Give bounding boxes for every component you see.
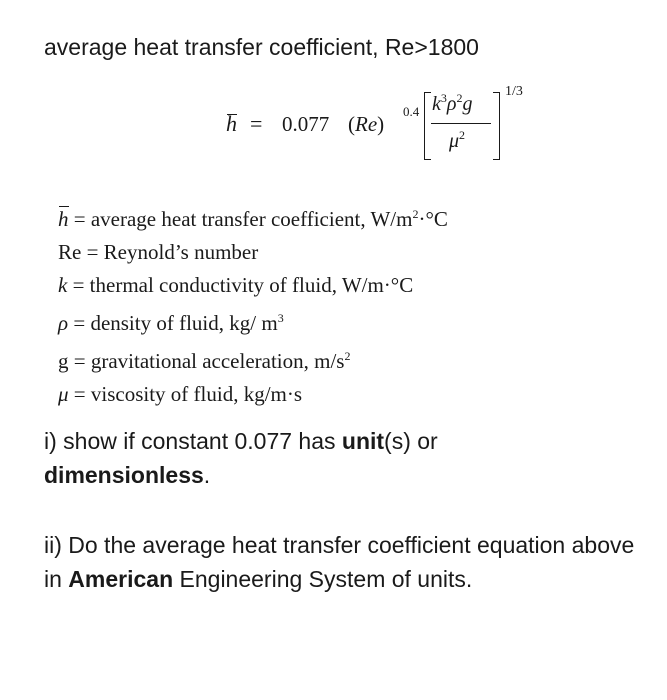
equation-re-exponent: 0.4 bbox=[403, 104, 420, 119]
definition-h bbox=[58, 198, 448, 236]
equation bbox=[226, 84, 556, 170]
definition-mu bbox=[58, 378, 448, 411]
definition-equals: = bbox=[68, 207, 91, 231]
definition-text: average heat transfer coefficient, W/m bbox=[90, 207, 413, 231]
question-1-bold-unit: unit bbox=[341, 428, 385, 454]
question-1-text-b: (s) or bbox=[384, 428, 438, 454]
question-1-text-c: . bbox=[203, 462, 211, 488]
question-1-bold-dimensionless: dimensionless bbox=[44, 462, 204, 488]
re-open-paren: ( bbox=[348, 112, 355, 136]
definition-sup: 3 bbox=[277, 311, 284, 325]
numerator-rho-exponent: 2 bbox=[456, 91, 463, 105]
definition-sup: 2 bbox=[412, 207, 419, 221]
question-2-bold-american: American bbox=[68, 566, 174, 592]
definition-text: Reynold’s number bbox=[103, 240, 259, 264]
re-close-paren: ) bbox=[377, 112, 385, 136]
numerator-rho: ρ bbox=[446, 93, 457, 115]
definition-k bbox=[58, 269, 448, 302]
equation-reynolds bbox=[348, 112, 384, 137]
definition-sup: 2 bbox=[344, 349, 351, 363]
question-1 bbox=[44, 424, 644, 492]
equation-outer-exponent: 1/3 bbox=[505, 84, 523, 99]
right-bracket bbox=[493, 92, 500, 160]
h-bar-symbol: h bbox=[226, 111, 237, 136]
definition-equals: = bbox=[67, 273, 90, 297]
equation-numerator bbox=[432, 91, 473, 116]
definition-symbol: g bbox=[58, 349, 69, 373]
left-bracket bbox=[424, 92, 431, 160]
definition-equals: = bbox=[81, 240, 104, 264]
definition-symbol: ρ bbox=[58, 311, 69, 335]
definition-tail: ·°C bbox=[418, 207, 448, 231]
denominator-mu: μ bbox=[449, 130, 460, 152]
definition-equals: = bbox=[68, 311, 91, 335]
definition-symbol: Re bbox=[58, 240, 82, 264]
definition-symbol: μ bbox=[58, 382, 69, 406]
numerator-k: k bbox=[432, 93, 441, 115]
definition-text: thermal conductivity of fluid, W/m·°C bbox=[89, 273, 414, 297]
definition-text: gravitational acceleration, m/s bbox=[90, 349, 345, 373]
denominator-mu-exponent: 2 bbox=[459, 128, 466, 142]
definition-g bbox=[58, 340, 448, 378]
definition-text: density of fluid, kg/ m bbox=[90, 311, 278, 335]
fraction-line bbox=[431, 123, 491, 124]
numerator-g: g bbox=[462, 93, 473, 115]
question-1-text-a: i) show if constant 0.077 has bbox=[44, 428, 342, 454]
definition-re bbox=[58, 236, 448, 269]
definition-equals: = bbox=[68, 349, 91, 373]
question-2-text-a: ii) Do the average heat transfer coefficient equation above in bbox=[44, 532, 635, 592]
definition-rho bbox=[58, 302, 448, 340]
heading: average heat transfer coefficient, Re>1800 bbox=[44, 34, 479, 60]
definitions-list bbox=[58, 198, 448, 411]
equation-constant: 0.077 bbox=[282, 112, 330, 136]
definition-equals: = bbox=[68, 382, 91, 406]
question-2 bbox=[44, 528, 644, 596]
numerator-k-exponent: 3 bbox=[440, 91, 447, 105]
equation-denominator bbox=[449, 128, 465, 153]
definition-symbol: h bbox=[58, 203, 69, 236]
definition-symbol: k bbox=[58, 273, 68, 297]
definition-text: viscosity of fluid, kg/m·s bbox=[90, 382, 303, 406]
equation-equals: = bbox=[250, 111, 263, 136]
question-2-text-b: Engineering System of units. bbox=[173, 566, 473, 592]
re-symbol: Re bbox=[355, 112, 378, 136]
equation-lhs bbox=[226, 111, 237, 137]
